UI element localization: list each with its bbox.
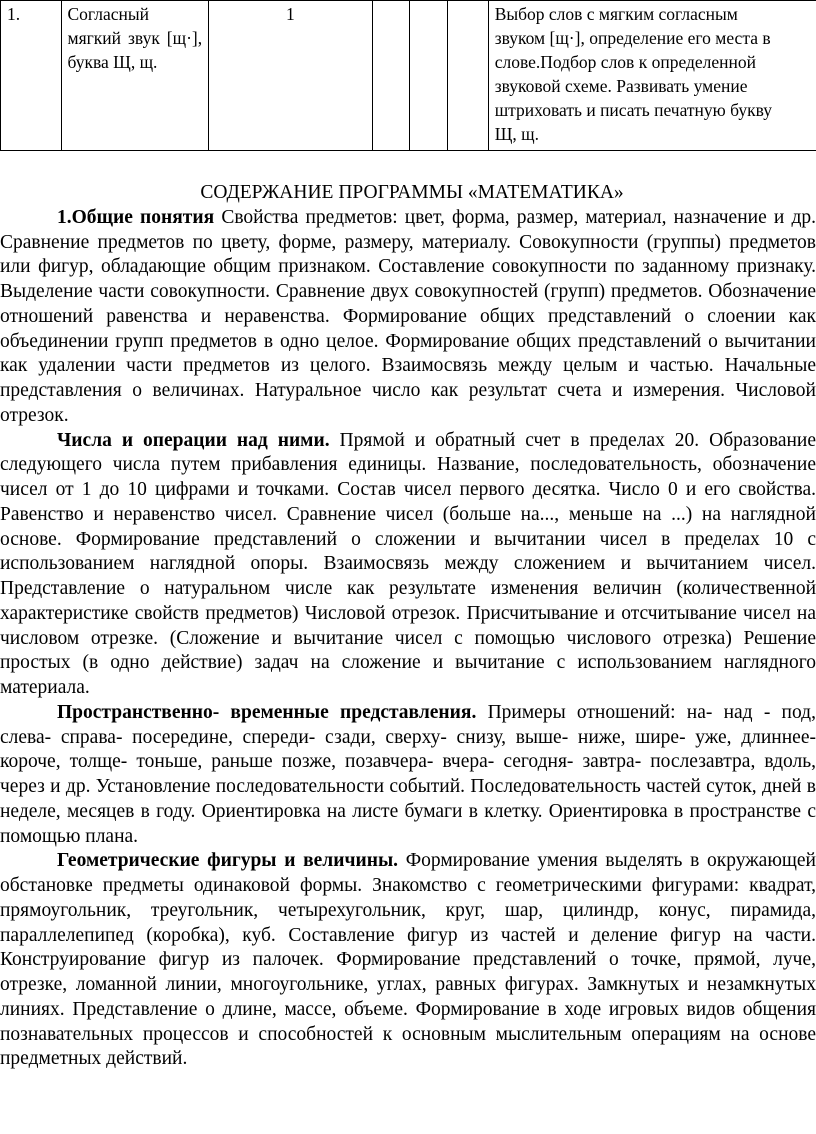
description-line: Щ, щ. bbox=[494, 124, 539, 144]
paragraph-general-concepts bbox=[0, 206, 816, 429]
lesson-number-cell: 1. bbox=[1, 1, 62, 151]
description-line: слове.Подбор слов к определенной bbox=[494, 52, 756, 72]
empty-cell bbox=[447, 1, 488, 151]
empty-cell bbox=[410, 1, 448, 151]
paragraph-text: Прямой и обратный счет в пределах 20. Образование следующего числа путем прибавления единицы. Название, последовательность, обозначение чисел от 1 до 10 цифрами и точками. Состав чисел первого десятка. Число 0 и его свойства. Равенство и неравенство чисел. Сравнение чисел (больше на..., меньше на ...) на наглядной основе. Формирование представлений о сложении и вычитании чисел в пределах 10 с использованием наглядной опоры. Взаимосвязь между сложением и вычитанием чисел. Представление о натуральном числе как результате изменения величин (количественной характеристике свойств предметов) Числовой отрезок. Присчитывание и отсчитывание чисел на числовом отрезке. (Сложение и вычитание чисел с помощью числового отрезка) Решение простых (в одно действие) задач на сложение и вычитание с использованием наглядного материала. bbox=[0, 429, 816, 698]
empty-cell bbox=[372, 1, 410, 151]
lesson-hours-cell: 1 bbox=[209, 1, 372, 151]
paragraph-space-time bbox=[0, 701, 816, 850]
description-line: штриховать и писать печатную букву bbox=[494, 100, 773, 120]
table-row bbox=[1, 1, 816, 151]
paragraph-text: Примеры отношений: на- над - под, слева- справа- посередине, спереди- сзади, сверху- снизу, выше- ниже, шире- уже, длиннее- короче, толще- тоньше, раньше позже, позавчера- вчера- сегодня- завтра- послезавтра, вдоль, через и др. Установление последовательности событий. Последовательность частей суток, дней в неделе, месяцев в году. Ориентировка на листе бумаги в клетку. Ориентировка в пространстве с помощью плана. bbox=[0, 701, 816, 847]
description-line: Выбор слов с мягким согласным bbox=[494, 4, 738, 24]
lesson-description-cell bbox=[488, 1, 816, 151]
paragraph-text: Формирование умения выделять в окружающей обстановке предметы одинаковой формы. Знакомство с геометрическими фигурами: квадрат, прямоугольник, треугольник, четырехугольник, круг, шар, цилиндр, конус, пирамида, параллелепипед (коробка), куб. Составление фигур из частей и деление фигур на части. Конструирование фигур из палочек. Формирование представлений о точке, прямой, луче, отрезке, ломанной линии, многоугольнике, углах, равных фигурах. Замкнутых и незамкнутых линиях. Представление о длине, массе, объеме. Формирование в ходе игровых видов общения познавательных процессов и способностей к основным мыслительным операциям на основе предметных действий. bbox=[0, 850, 816, 1070]
paragraph-heading: Пространственно- временные представления. bbox=[57, 701, 477, 723]
section-title: СОДЕРЖАНИЕ ПРОГРАММЫ «МАТЕМАТИКА» bbox=[200, 182, 624, 203]
paragraph-geometry bbox=[0, 849, 816, 1072]
lesson-plan-table bbox=[0, 0, 816, 151]
description-line: звуковой схеме. Развивать умение bbox=[494, 76, 748, 96]
paragraph-numbers-operations bbox=[0, 429, 816, 701]
program-content bbox=[0, 176, 816, 1072]
paragraph-heading: Числа и операции над ними. bbox=[57, 429, 330, 451]
description-line: звуком [щ·], определение его места в bbox=[494, 28, 771, 48]
paragraph-text: Свойства предметов: цвет, форма, размер, материал, назначение и др. Сравнение предметов по цвету, форме, размеру, материалу. Совокупности (группы) предметов или фигур, обладающие общим признаком. Составление совокупности по заданному признаку. Выделение части совокупности. Сравнение двух совокупностей (групп) предметов. Обозначение отношений равенства и неравенства. Формирование общих представлений о слоении как объединении групп предметов в одно целое. Формирование общих представлений о вычитании как удалении части предметов из целого. Взаимосвязь между целым и частью. Начальные представления о величинах. Натуральное число как результат счета и измерения. Числовой отрезок. bbox=[0, 206, 816, 426]
lesson-topic-cell: Согласный мягкий звук [щ·], буква Щ, щ. bbox=[61, 1, 209, 151]
paragraph-heading: 1.Общие понятия bbox=[57, 206, 215, 228]
paragraph-heading: Геометрические фигуры и величины. bbox=[57, 850, 399, 872]
